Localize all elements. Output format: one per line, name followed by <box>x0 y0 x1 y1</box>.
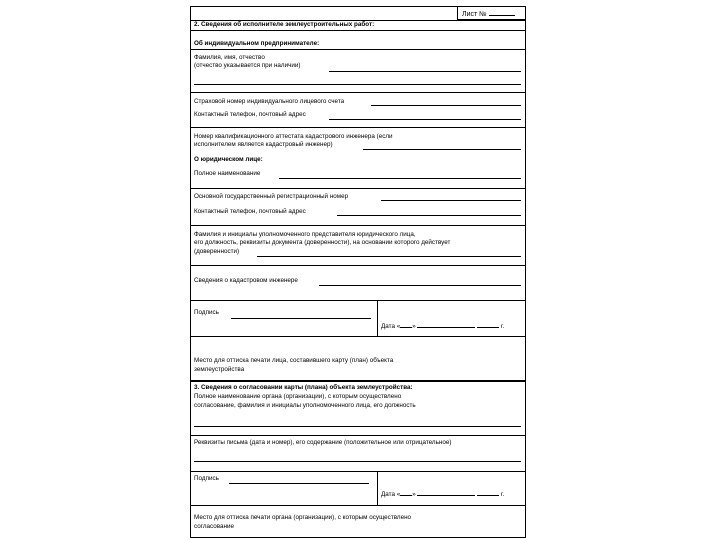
engineer-field[interactable] <box>319 285 521 286</box>
divider <box>191 265 525 266</box>
cert-field[interactable] <box>363 149 521 150</box>
fio-label-line2: (отчество указывается при наличии) <box>194 62 301 69</box>
date-year-field[interactable] <box>477 322 499 328</box>
snils-field[interactable] <box>371 105 521 106</box>
contact2-field[interactable] <box>337 215 521 216</box>
date-mid: » <box>412 491 416 498</box>
org-label-line2: согласование, фамилия и инициалы уполномоченного лица, его должность <box>194 402 416 409</box>
contact1-label: Контактный телефон, почтовый адрес <box>194 111 306 118</box>
date-mid: » <box>412 323 416 330</box>
fio-label-line1: Фамилия, имя, отчество <box>194 54 265 61</box>
date-label: Дата « <box>381 491 401 498</box>
date-day-field[interactable] <box>400 322 412 328</box>
fullname-field[interactable] <box>279 178 521 179</box>
rep-field[interactable] <box>257 256 521 257</box>
divider <box>191 92 525 93</box>
divider <box>191 188 525 189</box>
contact1-field[interactable] <box>329 119 521 120</box>
ogrn-field[interactable] <box>381 200 521 201</box>
stamp-label-line2: согласование <box>194 523 235 530</box>
divider <box>191 30 525 31</box>
sheet-number-field[interactable] <box>489 9 515 16</box>
date-year-suffix: г. <box>500 491 505 498</box>
fio-field-extra[interactable] <box>194 84 521 85</box>
sheet-number-label: Лист № <box>462 11 487 18</box>
cert-label-line1: Номер квалификационного аттестата кадастрового инженера (если <box>194 133 393 140</box>
date-day-field[interactable] <box>400 490 412 496</box>
divider <box>191 49 525 50</box>
section3-title: 3. Сведения о согласовании карты (плана) объекта землеустройства: <box>194 384 413 391</box>
divider <box>191 505 525 506</box>
org-field[interactable] <box>194 426 521 427</box>
stamp-label-line1: Место для оттиска печати органа (организации), с которым осуществлено <box>194 514 412 521</box>
date-label: Дата « <box>381 323 401 330</box>
sign-date-separator <box>377 300 378 336</box>
legal-heading: О юридическом лице: <box>194 156 263 163</box>
cert-label-line2: исполнителем является кадастровый инженер) <box>194 141 333 148</box>
rep-label-line1: Фамилия и инициалы уполномоченного представителя юридического лица, <box>194 231 416 238</box>
date-year-field[interactable] <box>477 490 499 496</box>
divider <box>191 336 525 337</box>
rep-label-line3: (доверенности) <box>194 248 240 255</box>
sign-label: Подпись <box>194 309 219 316</box>
letter-field[interactable] <box>194 461 521 462</box>
fio-field[interactable] <box>329 71 521 72</box>
divider <box>191 300 525 301</box>
date-month-field[interactable] <box>417 490 475 496</box>
section-divider <box>191 380 525 382</box>
rep-label-line2: его должность, реквизиты документа (доверенности), на основании которого действует <box>194 239 451 246</box>
org-label-line1: Полное наименование органа (организации), с которым осуществлено <box>194 393 402 400</box>
divider <box>191 127 525 128</box>
letter-label: Реквизиты письма (дата и номер), его содержание (положительное или отрицательное) <box>194 439 452 446</box>
snils-label: Страховой номер индивидуального лицевого счета <box>194 98 345 105</box>
contact2-label: Контактный телефон, почтовый адрес <box>194 208 306 215</box>
divider <box>191 225 525 226</box>
sign-field[interactable] <box>231 318 371 319</box>
sheet-number-box <box>457 7 525 20</box>
individual-heading: Об индивидуальном предпринимателе: <box>194 40 320 47</box>
date-year-suffix: г. <box>500 323 505 330</box>
section2-title: 2. Сведения об исполнителе землеустроительных работ: <box>194 21 375 28</box>
fullname-label: Полное наименование <box>194 170 261 177</box>
ogrn-label: Основной государственный регистрационный номер <box>194 193 349 200</box>
sign-label: Подпись <box>194 475 219 482</box>
engineer-label: Сведения о кадастровом инженере <box>194 277 298 284</box>
stamp-label-line2: землеустройства <box>194 366 245 373</box>
form-page <box>190 6 526 538</box>
date-row <box>381 322 504 331</box>
date-month-field[interactable] <box>417 322 475 328</box>
sign-field[interactable] <box>229 483 369 484</box>
stamp-label-line1: Место для оттиска печати лица, составившего карту (план) объекта <box>194 357 394 364</box>
sign-date-separator <box>377 471 378 505</box>
divider <box>191 471 525 472</box>
divider <box>191 435 525 436</box>
date-row <box>381 490 504 499</box>
